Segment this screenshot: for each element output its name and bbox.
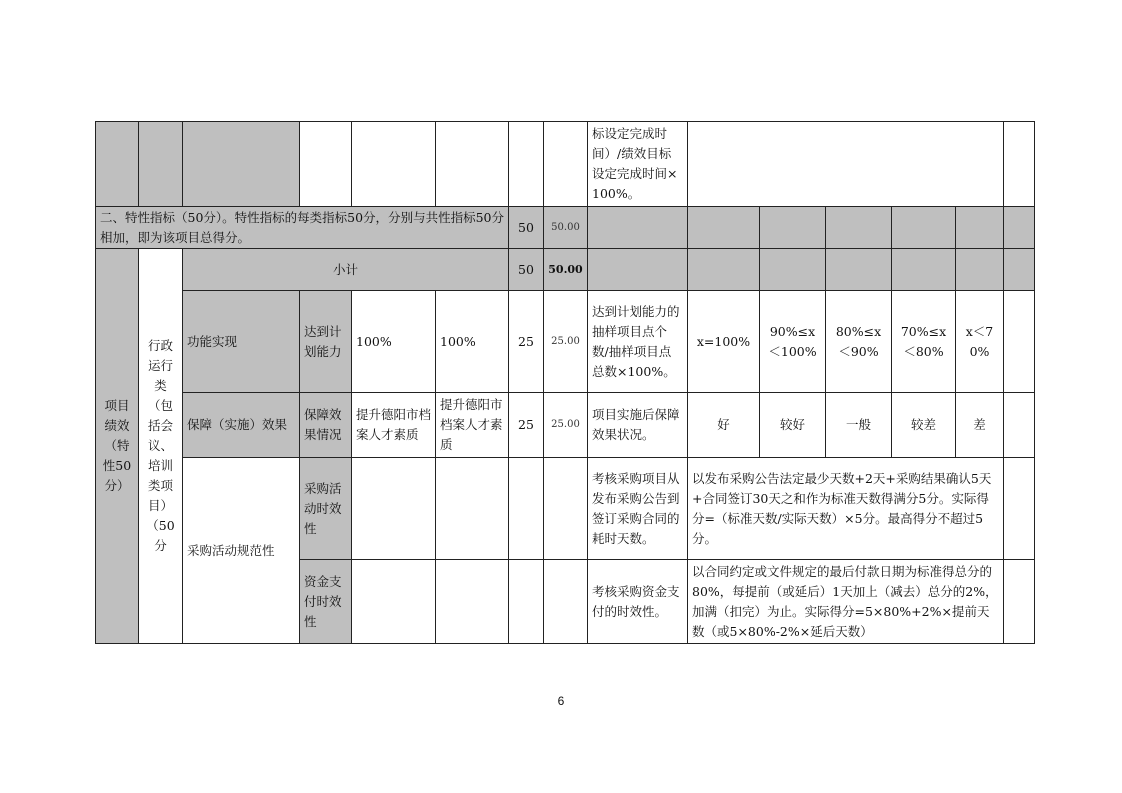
grade-2: 90%≤x＜100% (760, 291, 826, 393)
weight-cell: 50 (509, 207, 544, 249)
actual-cell: 100% (436, 291, 509, 393)
cell-blank (1004, 560, 1035, 644)
cell-blank (352, 122, 436, 207)
cell-blank (436, 122, 509, 207)
cell-blank (588, 249, 688, 291)
table-row (96, 122, 1035, 207)
cell-blank (892, 249, 956, 291)
standard-cell: 标设定完成时间）/绩效目标设定完成时间×100%。 (588, 122, 688, 207)
grade-4: 70%≤x＜80% (892, 291, 956, 393)
cell-blank (1004, 291, 1035, 393)
score-cell: 50.00 (544, 249, 588, 291)
cell-blank (352, 560, 436, 644)
table-row (96, 458, 1035, 560)
cell-blank (826, 207, 892, 249)
cell-blank (760, 249, 826, 291)
page-number: 6 (557, 694, 565, 708)
cell-blank (956, 207, 1004, 249)
target-cell: 提升德阳市档案人才素质 (352, 393, 436, 458)
grade-5: x＜70% (956, 291, 1004, 393)
group-level1: 项目绩效（特性50分） (96, 249, 139, 644)
target-cell: 100% (352, 291, 436, 393)
cell-blank (1004, 207, 1035, 249)
actual-cell: 提升德阳市档案人才素质 (436, 393, 509, 458)
cell-blank (96, 122, 139, 207)
cell-blank (509, 560, 544, 644)
weight-cell: 25 (509, 291, 544, 393)
cell-blank (509, 122, 544, 207)
cell-blank (892, 207, 956, 249)
weight-cell: 50 (509, 249, 544, 291)
cell-blank (688, 122, 1004, 207)
table-row (96, 249, 1035, 291)
cell-blank (183, 122, 300, 207)
cell-blank (688, 249, 760, 291)
sub-indicator-cell: 达到计划能力 (300, 291, 352, 393)
weight-cell: 25 (509, 393, 544, 458)
cell-blank (956, 249, 1004, 291)
grade-5: 差 (956, 393, 1004, 458)
group-level2: 行政运行类（包括会议、培训类项目）（50分 (139, 249, 183, 644)
sub-indicator-cell: 资金支付时效性 (300, 560, 352, 644)
cell-blank (688, 207, 760, 249)
table-row (96, 393, 1035, 458)
cell-blank (760, 207, 826, 249)
table-row (96, 291, 1035, 393)
grade-1: 好 (688, 393, 760, 458)
cell-blank (1004, 249, 1035, 291)
score-cell: 25.00 (544, 291, 588, 393)
section-title: 二、特性指标（50分）。特性指标的每类指标50分，分别与共性指标50分相加，即为该项目总得分。 (96, 207, 509, 249)
sub-indicator-cell: 采购活动时效性 (300, 458, 352, 560)
cell-blank (1004, 393, 1035, 458)
cell-blank (352, 458, 436, 560)
standard-cell: 达到计划能力的抽样项目点个数/抽样项目点总数×100%。 (588, 291, 688, 393)
cell-blank (139, 122, 183, 207)
cell-blank (544, 458, 588, 560)
cell-blank (436, 560, 509, 644)
standard-cell: 项目实施后保障效果状况。 (588, 393, 688, 458)
indicator-cell: 功能实现 (183, 291, 300, 393)
cell-blank (588, 207, 688, 249)
subtotal-label: 小计 (183, 249, 509, 291)
standard-cell: 考核采购资金支付的时效性。 (588, 560, 688, 644)
cell-blank (1004, 122, 1035, 207)
cell-blank (300, 122, 352, 207)
grade-3: 一般 (826, 393, 892, 458)
indicator-cell: 采购活动规范性 (183, 458, 300, 644)
table-row (96, 207, 1035, 249)
sub-indicator-cell: 保障效果情况 (300, 393, 352, 458)
rule-cell: 以发布采购公告法定最少天数+2天+采购结果确认5天+合同签订30天之和作为标准天数得满分5分。实际得分=（标准天数/实际天数）×5分。最高得分不超过5分。 (688, 458, 1004, 560)
indicator-cell: 保障（实施）效果 (183, 393, 300, 458)
grade-2: 较好 (760, 393, 826, 458)
cell-blank (436, 458, 509, 560)
standard-cell: 考核采购项目从发布采购公告到签订采购合同的耗时天数。 (588, 458, 688, 560)
cell-blank (544, 560, 588, 644)
score-cell: 50.00 (544, 207, 588, 249)
grade-3: 80%≤x＜90% (826, 291, 892, 393)
evaluation-table (95, 121, 1035, 644)
score-cell: 25.00 (544, 393, 588, 458)
grade-4: 较差 (892, 393, 956, 458)
rule-cell: 以合同约定或文件规定的最后付款日期为标准得总分的80%，每提前（或延后）1天加上（减去）总分的2%，加满（扣完）为止。实际得分=5×80%+2%×提前天数（或5×80%-2%×延后天数） (688, 560, 1004, 644)
grade-1: x=100% (688, 291, 760, 393)
cell-blank (1004, 458, 1035, 560)
cell-blank (509, 458, 544, 560)
cell-blank (826, 249, 892, 291)
cell-blank (544, 122, 588, 207)
